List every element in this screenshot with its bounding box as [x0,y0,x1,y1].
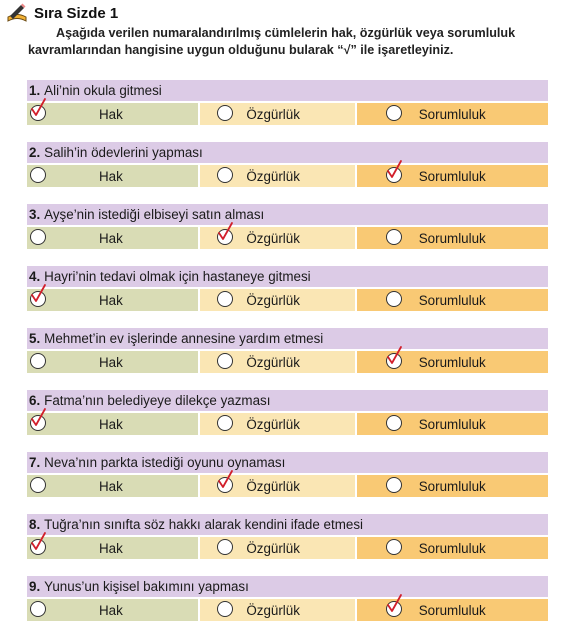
option-label: Özgürlük [246,106,300,122]
question-item [27,266,548,311]
option-label: Sorumluluk [418,478,486,494]
option-sorumluluk[interactable] [357,289,548,311]
option-label: Hak [99,540,123,556]
question-number: 6. [29,393,41,408]
option-label: Sorumluluk [418,106,486,122]
option-label: Sorumluluk [418,540,486,556]
option-ozgurluk[interactable] [200,227,354,249]
pencil-book-icon [6,2,28,24]
question-number: 9. [29,579,41,594]
option-hak[interactable] [27,413,198,435]
radio-circle[interactable] [386,601,402,617]
question-item [27,328,548,373]
option-label: Sorumluluk [418,292,486,308]
radio-circle[interactable] [30,539,46,555]
radio-circle[interactable] [217,477,233,493]
option-ozgurluk[interactable] [200,351,354,373]
option-label: Özgürlük [246,540,300,556]
options-row [27,289,548,311]
checkmark-icon [30,284,46,304]
option-sorumluluk[interactable] [357,599,548,621]
option-label: Özgürlük [246,416,300,432]
radio-circle[interactable] [386,353,402,369]
section-header [6,2,118,24]
radio-circle[interactable] [30,105,46,121]
question-title-bar [27,80,548,101]
options-row [27,537,548,559]
option-label: Hak [99,416,123,432]
question-item [27,452,548,497]
question-number: 7. [29,455,41,470]
option-hak[interactable] [27,351,198,373]
question-text: Yunus’un kişisel bakımını yapması [44,579,249,594]
option-label: Hak [99,602,123,618]
question-title-bar [27,266,548,287]
option-sorumluluk[interactable] [357,227,548,249]
option-label: Sorumluluk [418,354,486,370]
option-hak[interactable] [27,227,198,249]
checkmark-icon [30,408,46,428]
option-label: Hak [99,106,123,122]
radio-circle[interactable] [386,477,402,493]
radio-circle[interactable] [386,539,402,555]
option-label: Hak [99,292,123,308]
radio-circle[interactable] [217,415,233,431]
options-row [27,599,548,621]
question-title-bar [27,328,548,349]
radio-circle[interactable] [386,291,402,307]
radio-circle[interactable] [30,415,46,431]
options-row [27,165,548,187]
radio-circle[interactable] [30,353,46,369]
question-title-bar [27,142,548,163]
radio-circle[interactable] [386,415,402,431]
option-label: Sorumluluk [418,168,486,184]
section-title: Sıra Sizde 1 [34,4,119,22]
question-item [27,576,548,621]
question-text: Hayri’nin tedavi olmak için hastaneye gitmesi [44,269,311,284]
option-hak[interactable] [27,599,198,621]
question-title-bar [27,452,548,473]
option-ozgurluk[interactable] [200,103,354,125]
question-title-bar [27,204,548,225]
option-hak[interactable] [27,537,198,559]
radio-circle[interactable] [217,291,233,307]
radio-circle[interactable] [386,167,402,183]
checkmark-icon [30,98,46,118]
option-ozgurluk[interactable] [200,599,354,621]
radio-circle[interactable] [30,477,46,493]
radio-circle[interactable] [30,601,46,617]
checkmark-icon [217,222,233,242]
question-text: Mehmet’in ev işlerinde annesine yardım etmesi [44,331,324,346]
option-sorumluluk[interactable] [357,103,548,125]
option-label: Sorumluluk [418,602,486,618]
option-label: Özgürlük [246,478,300,494]
instructions-text: Aşağıda verilen numaralandırılmış cümlelerin hak, özgürlük veya sorumluluk kavramlarından hangisine uygun olduğunu bularak “√” ile işaretleyiniz. [28,26,516,57]
radio-circle[interactable] [30,167,46,183]
radio-circle[interactable] [30,229,46,245]
option-sorumluluk[interactable] [357,413,548,435]
option-label: Sorumluluk [418,416,486,432]
option-label: Hak [99,354,123,370]
question-number: 5. [29,331,41,346]
option-ozgurluk[interactable] [200,537,354,559]
question-text: Fatma’nın belediyeye dilekçe yazması [44,393,271,408]
radio-circle[interactable] [30,291,46,307]
option-ozgurluk[interactable] [200,413,354,435]
checkmark-icon [386,594,402,614]
question-number: 1. [29,83,41,98]
question-title-bar [27,576,548,597]
options-row [27,475,548,497]
option-hak[interactable] [27,289,198,311]
option-label: Özgürlük [246,292,300,308]
option-hak[interactable] [27,103,198,125]
question-text: Ayşe’nin istediği elbiseyi satın alması [44,207,265,222]
radio-circle[interactable] [217,601,233,617]
option-ozgurluk[interactable] [200,475,354,497]
question-number: 8. [29,517,41,532]
question-title-bar [27,514,548,535]
option-label: Özgürlük [246,602,300,618]
option-label: Özgürlük [246,230,300,246]
option-ozgurluk[interactable] [200,289,354,311]
option-hak[interactable] [27,475,198,497]
question-item [27,142,548,187]
option-label: Hak [99,478,123,494]
options-row [27,103,548,125]
option-label: Hak [99,230,123,246]
radio-circle[interactable] [217,229,233,245]
checkmark-icon [386,160,402,180]
checkmark-icon [217,470,233,490]
question-item [27,80,548,125]
radio-circle[interactable] [217,539,233,555]
question-text: Neva’nın parkta istediği oyunu oynaması [44,455,286,470]
option-sorumluluk[interactable] [357,165,548,187]
question-title-bar [27,390,548,411]
option-label: Hak [99,168,123,184]
options-row [27,351,548,373]
radio-circle[interactable] [386,229,402,245]
question-text: Salih’in ödevlerini yapması [44,145,203,160]
option-hak[interactable] [27,165,198,187]
options-row [27,227,548,249]
question-text: Tuğra’nın sınıfta söz hakkı alarak kendini ifade etmesi [44,517,363,532]
question-item [27,514,548,559]
radio-circle[interactable] [386,105,402,121]
question-text: Ali’nin okula gitmesi [44,83,162,98]
radio-circle[interactable] [217,167,233,183]
radio-circle[interactable] [217,105,233,121]
option-ozgurluk[interactable] [200,165,354,187]
option-label: Özgürlük [246,168,300,184]
option-sorumluluk[interactable] [357,537,548,559]
question-number: 3. [29,207,41,222]
option-sorumluluk[interactable] [357,475,548,497]
question-number: 4. [29,269,41,284]
question-item [27,204,548,249]
question-item [27,390,548,435]
checkmark-icon [30,532,46,552]
option-label: Sorumluluk [418,230,486,246]
options-row [27,413,548,435]
radio-circle[interactable] [217,353,233,369]
option-sorumluluk[interactable] [357,351,548,373]
question-number: 2. [29,145,41,160]
option-label: Özgürlük [246,354,300,370]
checkmark-icon [386,346,402,366]
